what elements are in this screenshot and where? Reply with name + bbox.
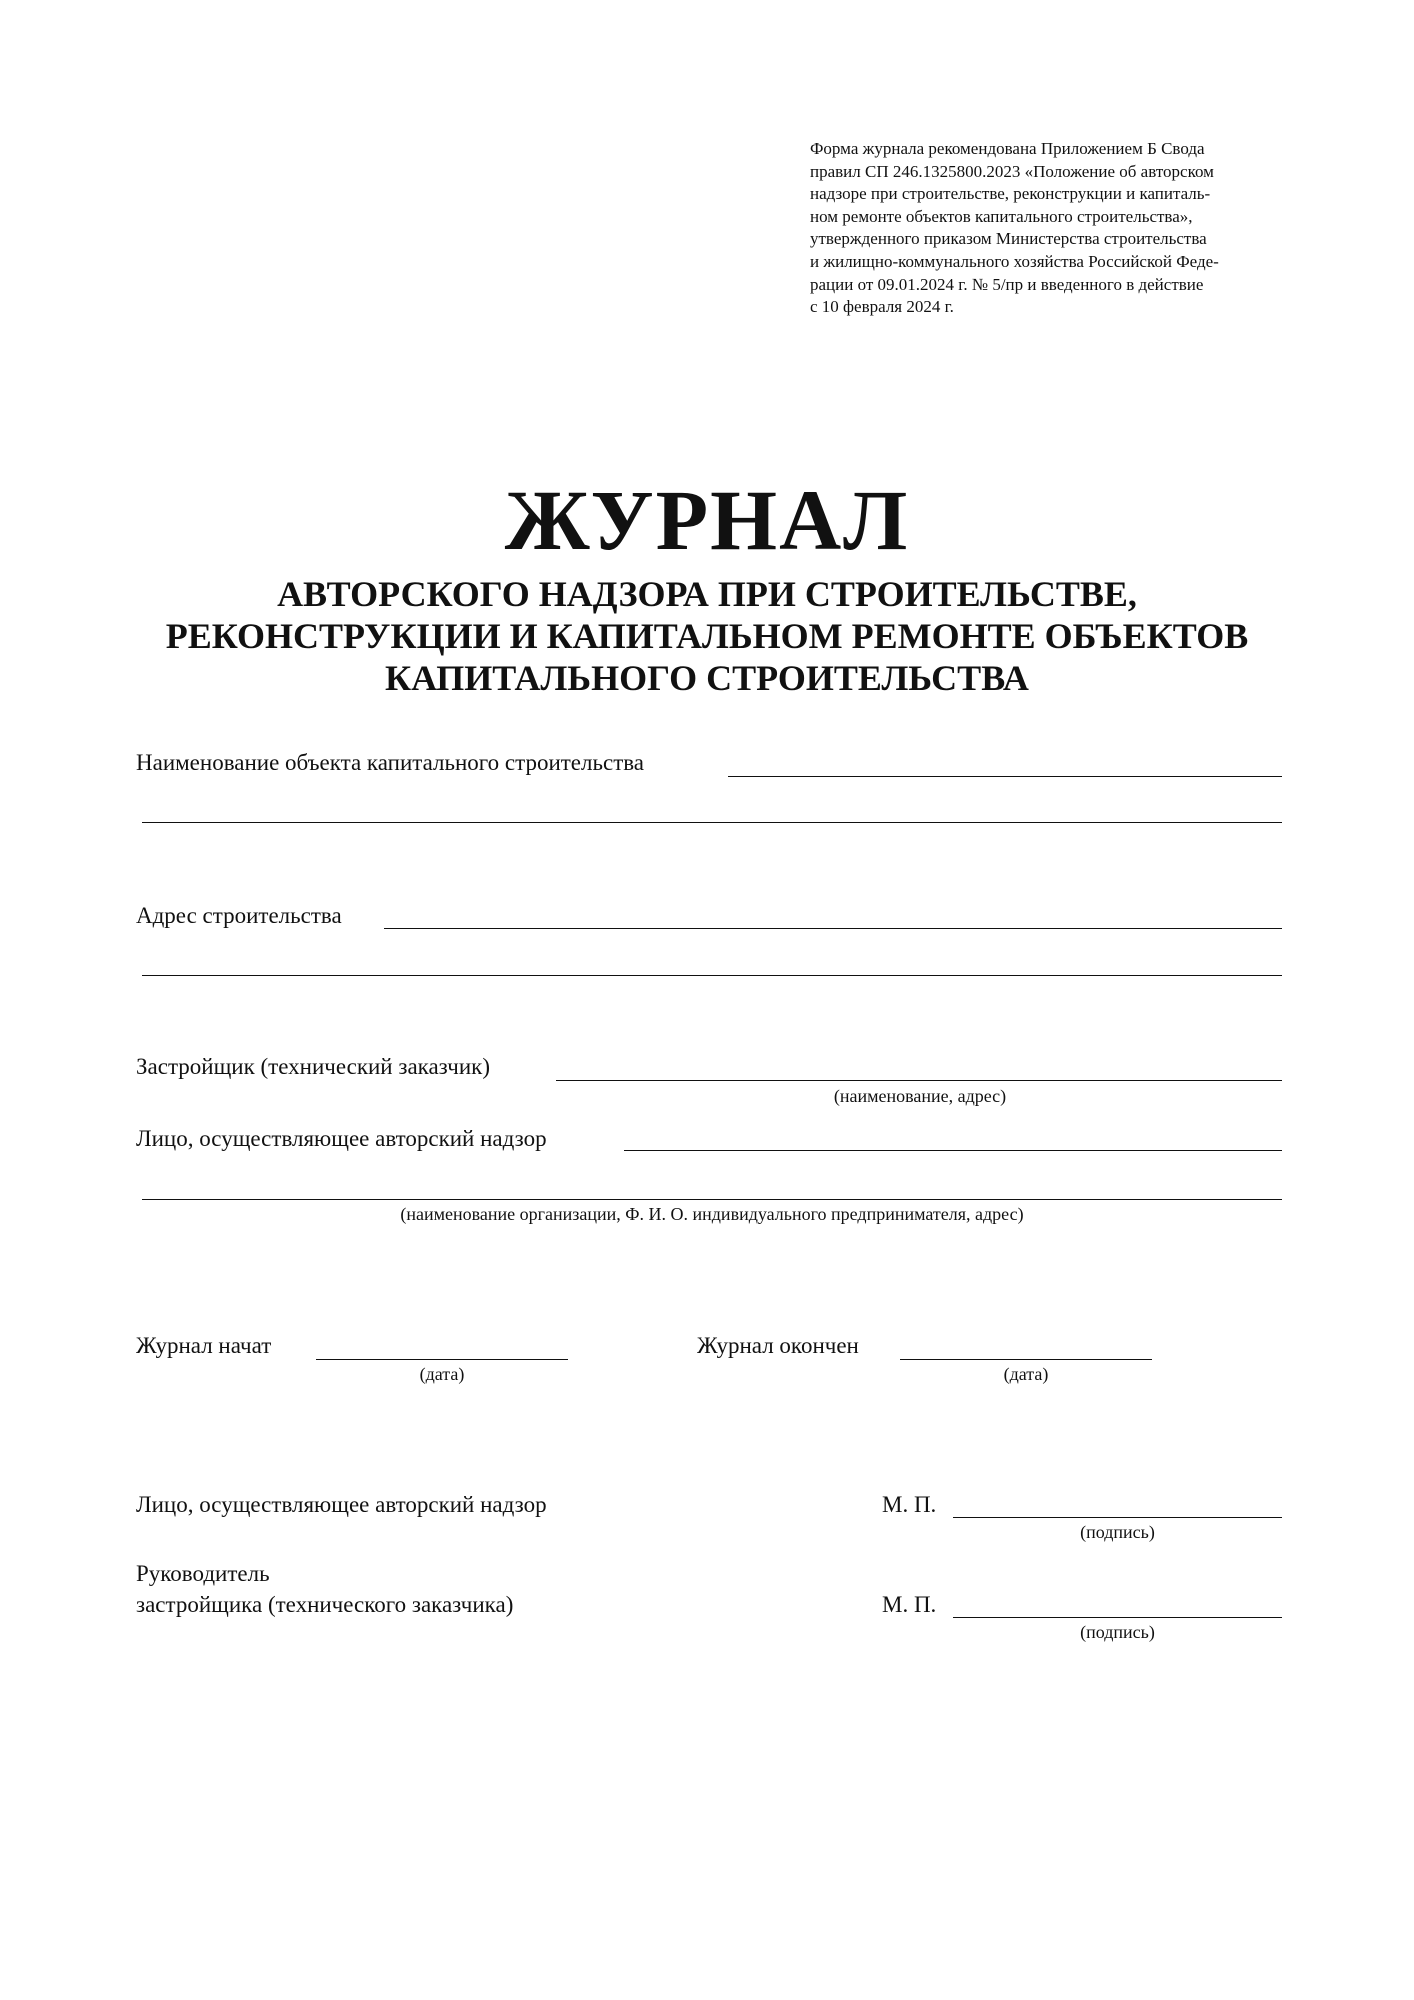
supervisor-hint: (наименование организации, Ф. И. О. индивидуального предпринимателя, адрес) [400,1204,1024,1224]
object-name-field-continuation[interactable] [142,822,1282,823]
journal-started-date-hint: (дата) [419,1364,465,1384]
journal-ended-label: Журнал окончен [697,1333,859,1358]
supervisor-signature-field[interactable] [953,1517,1282,1518]
address-field[interactable] [384,928,1282,929]
head-label-line1: Руководитель [136,1561,270,1586]
journal-ended-date-hint: (дата) [1003,1364,1049,1384]
header-note-line: правил СП 246.1325800.2023 «Положение об авторском [810,161,1214,181]
header-note [810,138,1280,319]
document-subtitle-line: АВТОРСКОГО НАДЗОРА ПРИ СТРОИТЕЛЬСТВЕ, [277,574,1137,614]
signature-supervisor-label: Лицо, осуществляющее авторский надзор [136,1492,547,1517]
header-note-line: и жилищно-коммунального хозяйства Российской Феде- [810,251,1219,271]
stamp-label: М. П. [882,1492,937,1517]
document-subtitle-line: РЕКОНСТРУКЦИИ И КАПИТАЛЬНОМ РЕМОНТЕ ОБЪЕКТОВ [165,616,1249,656]
object-name-field[interactable] [728,776,1282,777]
journal-started-date-field[interactable] [316,1359,568,1360]
supervisor-label: Лицо, осуществляющее авторский надзор [136,1126,547,1151]
journal-ended-date-field[interactable] [900,1359,1152,1360]
head-signature-hint: (подпись) [1080,1622,1155,1642]
header-note-line: утвержденного приказом Министерства строительства [810,229,1207,249]
stamp-label: М. П. [882,1592,937,1617]
document-title: ЖУРНАЛ [504,472,910,568]
document-subtitle-line: КАПИТАЛЬНОГО СТРОИТЕЛЬСТВА [385,658,1029,698]
supervisor-field[interactable] [624,1150,1282,1151]
journal-started-label: Журнал начат [136,1333,272,1358]
developer-label: Застройщик (технический заказчик) [136,1054,491,1079]
address-label: Адрес строительства [136,903,342,928]
header-note-line: рации от 09.01.2024 г. № 5/пр и введенного в действие [810,274,1204,294]
address-field-continuation[interactable] [142,975,1282,976]
header-note-line: с 10 февраля 2024 г. [810,297,954,317]
developer-field[interactable] [556,1080,1282,1081]
header-note-line: надзоре при строительстве, реконструкции и капиталь- [810,184,1211,204]
object-name-label: Наименование объекта капитального строительства [136,750,645,775]
header-note-line: ном ремонте объектов капитального строительства», [810,206,1193,226]
developer-hint: (наименование, адрес) [833,1086,1007,1106]
head-label-line2: застройщика (технического заказчика) [136,1592,514,1617]
header-note-line: Форма журнала рекомендована Приложением Б Свода [810,139,1205,158]
supervisor-field-continuation[interactable] [142,1199,1282,1200]
head-signature-field[interactable] [953,1617,1282,1618]
supervisor-signature-hint: (подпись) [1080,1522,1155,1542]
